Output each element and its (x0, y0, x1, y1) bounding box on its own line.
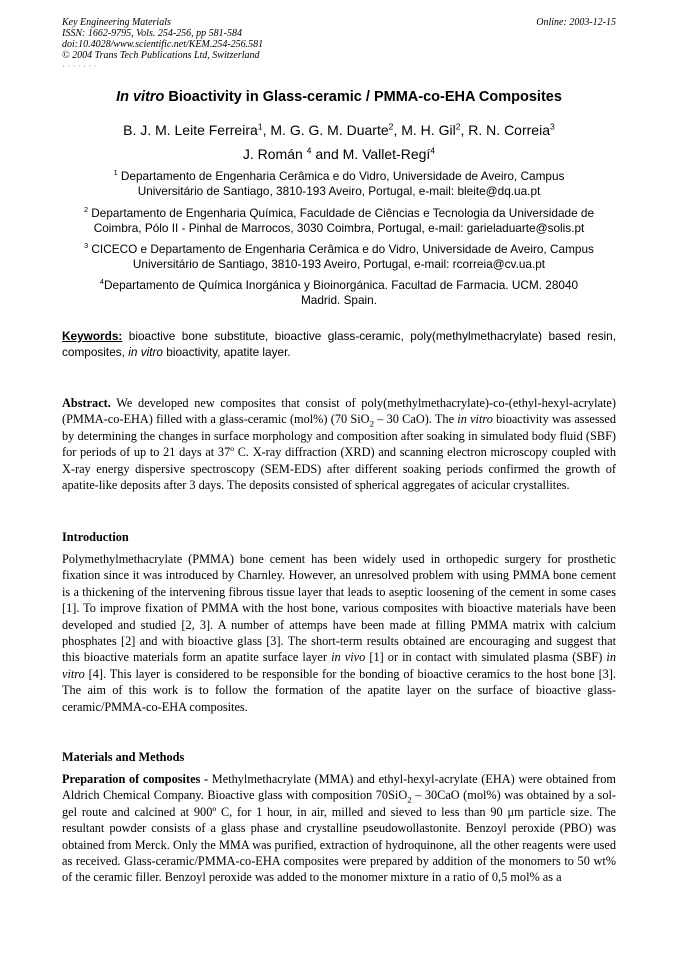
affiliation-number: 1 (113, 168, 118, 178)
affiliation-text: Departamento de Engenharia Química, Faculdade de Ciências e Tecnologia da Universidade de (88, 206, 595, 220)
introduction-body (62, 551, 616, 715)
title-text: Bioactivity in Glass-ceramic / PMMA-co-EHA Composites (164, 89, 562, 105)
author-affiliation-mark: 3 (549, 121, 555, 132)
affiliation-text: Universitário de Santiago, 3810-193 Aveiro, Portugal, e-mail: rcorreia@cv.ua.pt (132, 257, 546, 271)
issn-line: ISSN: 1662-9795, Vols. 254-256, pp 581-584 (62, 28, 242, 39)
abstract-text: – 30 CaO). The (373, 412, 458, 427)
author-affiliation-mark: 4 (430, 145, 436, 156)
abstract-italic: in vitro (457, 412, 493, 427)
methods-body (62, 771, 616, 886)
affiliation-number: 2 (83, 205, 88, 215)
copyright-line: © 2004 Trans Tech Publications Ltd, Switzerland (62, 50, 260, 61)
affiliation-text: Departamento de Engenharia Cerâmica e do Vidro, Universidade de Aveiro, Campus (117, 169, 565, 183)
affiliation-number: 4 (99, 277, 104, 287)
affiliation-text: Madrid. Spain. (300, 293, 378, 307)
methods-text: Methylmethacrylate (MMA) and ethyl-hexyl-acrylate (EHA) were obtained from Aldrich Chemical Company. Bioactive glass with composition 70SiO (62, 772, 616, 803)
intro-italic: in vitro (62, 650, 616, 681)
journal-header (62, 17, 422, 61)
online-date: Online: 2003-12-15 (536, 17, 616, 28)
author-affiliation-mark: 4 (306, 145, 312, 156)
author-name: and M. Vallet-Regí (311, 146, 431, 162)
author-name: B. J. M. Leite Ferreira (123, 122, 258, 138)
methods-heading: Materials and Methods (62, 750, 185, 764)
author-affiliation-mark: 2 (455, 121, 461, 132)
author-name: , R. N. Correia (460, 122, 550, 138)
introduction-heading: Introduction (62, 530, 129, 544)
journal-name: Key Engineering Materials (62, 17, 171, 28)
affiliation-text: Coimbra, Pólo II - Pinhal de Marrocos, 3030 Coimbra, Portugal, e-mail: garieladuarte@solis.pt (93, 221, 585, 235)
author-name: , M. G. G. M. Duarte (262, 122, 389, 138)
abstract-label: Abstract. (62, 396, 111, 410)
abstract-text: We developed new composites that consist of poly(methylmethacrylate)-co-(ethyl-hexyl-acrylate) (PMMA-co-EHA) filled with a glass-ceramic (mol%) (70 SiO (62, 396, 616, 427)
intro-text: [4]. This layer is considered to be responsible for the bonding of bioactive ceramics to the host bone [3]. The aim of this work is to follow the formation of the apatite layer on the surface of bioactive glass-ceramic/PMMA-co-EHA composites. (62, 666, 616, 714)
authors-line-1 (40, 119, 638, 141)
doi-line[interactable]: doi:10.4028/www.scientific.net/KEM.254-256.581 (62, 39, 264, 50)
keywords-text: bioactive bone substitute, bioactive glass-ceramic, poly(methylmethacrylate) based resin, composites, (62, 329, 616, 359)
methods-text: – 30CaO (mol%) was obtained by a sol-gel route and calcined at 900º C, for 1 hour, in air, milled and sieved to less than 90 μm particle size. The resultant powder consists of a glass phase and crystalline pseudowollastonite. Benzoyl peroxide (PBO) was obtained from Merck. Only the MMA was purified, extraction of hydroquinone, all the other reagents were used as received. Glass-ceramic/PMMA-co-EHA composites were prepared by addition of the monomers to 50 wt% of the ceramic filler. Benzoyl peroxide was added to the monomer mixture in a ratio of 0,5 mol% as a (62, 788, 616, 885)
affiliation-text: Universitário de Santiago, 3810-193 Aveiro, Portugal, e-mail: bleite@dq.ua.pt (137, 184, 541, 198)
affiliation-number: 3 (84, 241, 89, 251)
clipped-header-fragment: · · · · · · · (62, 62, 97, 68)
title-italic: In vitro (116, 89, 165, 105)
intro-text: Polymethylmethacrylate (PMMA) bone cement has been widely used in orthopedic surgery for prosthetic fixation since it was introduced by Charnley. However, an unresolved problem with using PMMA bone cement is a thickening of the intervening fibrous tissue layer that leads to aseptic loosening of the cement in some cases [1]. To improve fixation of PMMA with the host bone, various composites with bioactive materials have been developed and studied [2, 3]. A number of attemps have been made at filling PMMA matrix with calcium phosphates [2] and with bioactive glass [3]. The short-term results obtained are encouraging and suggest that this bioactive materials form an apatite surface layer (62, 552, 616, 665)
affiliation-3 (62, 242, 616, 272)
author-affiliation-mark: 2 (388, 121, 394, 132)
paper-title (40, 89, 638, 105)
affiliation-1 (62, 169, 616, 199)
subscript: 2 (407, 794, 412, 805)
author-name: , M. H. Gil (393, 122, 456, 138)
affiliation-4 (62, 278, 616, 308)
intro-text: [1] or in contact with simulated plasma (SBF) (365, 650, 607, 665)
abstract (62, 395, 616, 493)
affiliation-text: Departamento de Química Inorgánica y Bioinorgánica. Facultad de Farmacia. UCM. 28040 (103, 278, 579, 292)
keywords-label: Keywords: (62, 329, 123, 343)
author-name: J. Román (242, 146, 307, 162)
authors-line-2 (40, 143, 638, 165)
intro-italic: in vivo (331, 650, 366, 665)
keywords-italic: in vitro (128, 345, 163, 359)
keywords (62, 328, 616, 360)
affiliation-text: CICECO e Departamento de Engenharia Cerâmica e do Vidro, Universidade de Aveiro, Campus (88, 242, 594, 256)
subscript: 2 (369, 418, 374, 429)
methods-subheading: Preparation of composites - (62, 772, 209, 786)
keywords-text: bioactivity, apatite layer. (162, 345, 291, 359)
abstract-text: bioactivity was assessed by determining the changes in surface morphology and composition after soaking in simulated body fluid (SBF) for periods of up to 21 days at 37º C. X-ray diffraction (XRD) and scanning electron microscopy coupled with X-ray energy dispersive spectroscopy (SEM-EDS) after different soaking periods confirmed the growth of apatite-like deposits after 3 days. The deposits consisted of spherical aggregates of acicular crystallites. (62, 412, 617, 493)
author-affiliation-mark: 1 (257, 121, 263, 132)
affiliation-2 (62, 206, 616, 236)
